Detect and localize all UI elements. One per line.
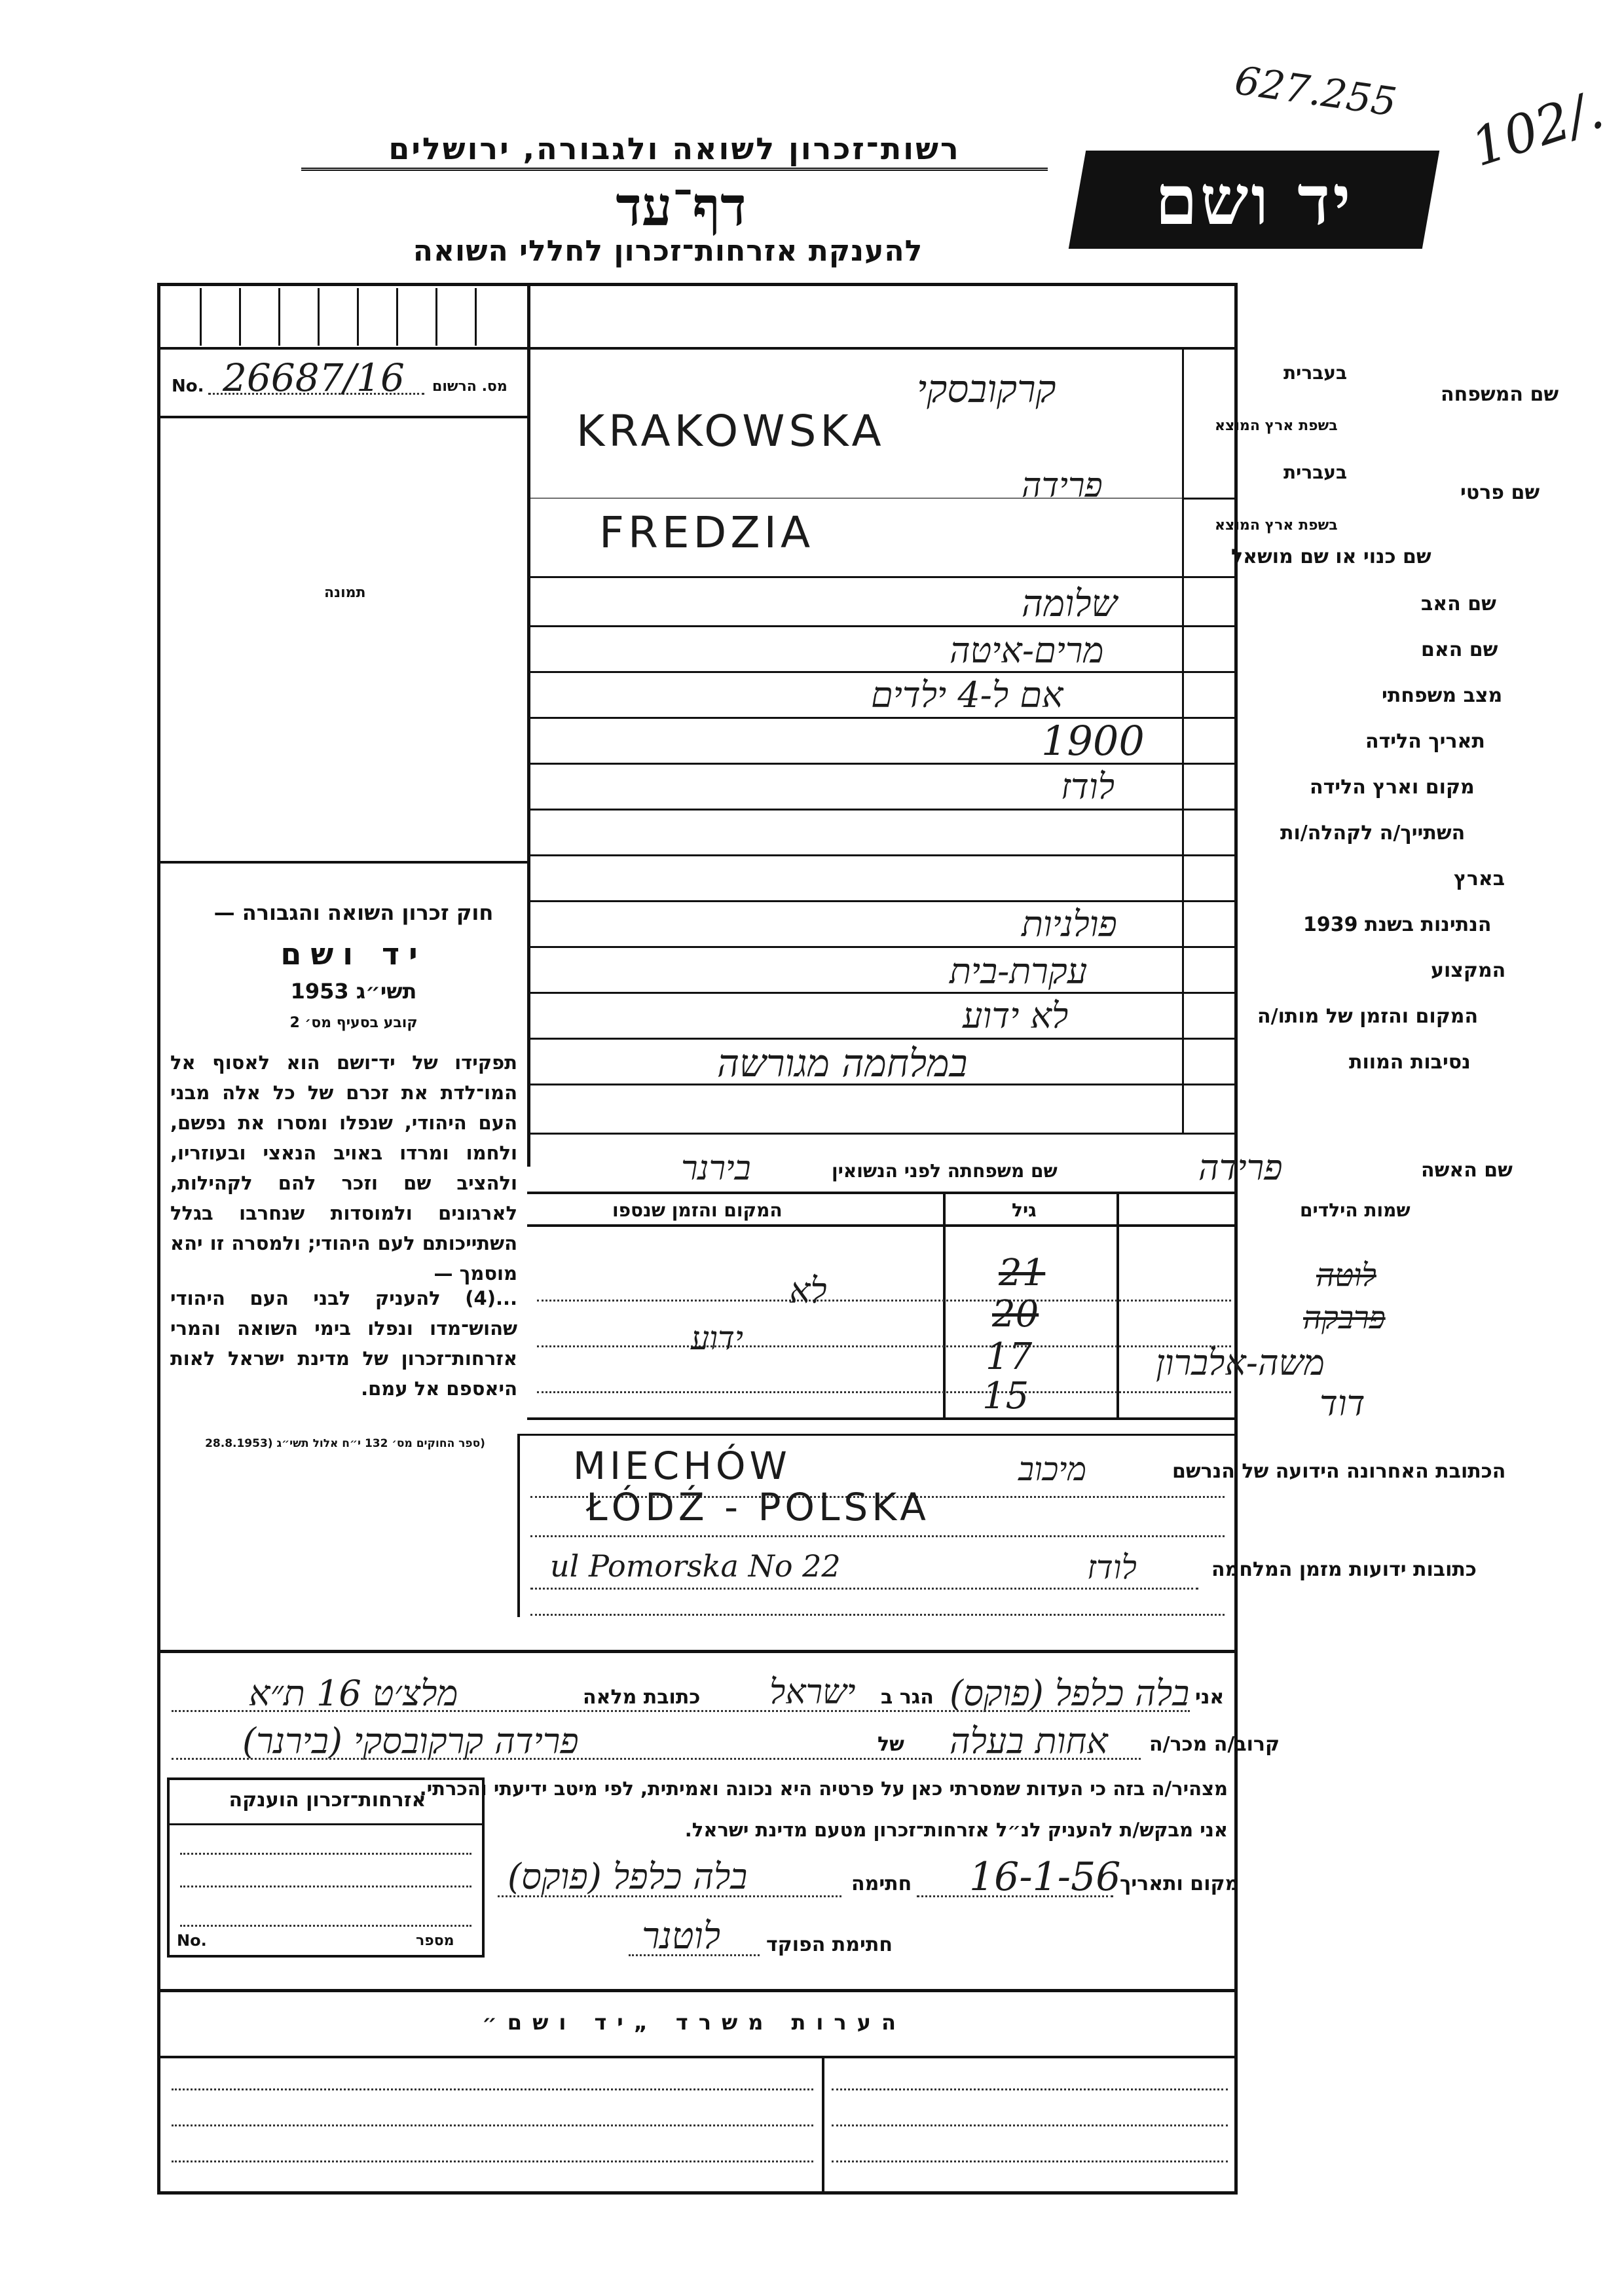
last-address-line-1: MIECHÓW — [573, 1444, 791, 1488]
citizenship-1939-value: פולניות — [1022, 903, 1117, 945]
law-title: חוק זכרון השואה והגבורה — — [213, 900, 494, 925]
family-name-label: שם המשפחה — [1441, 383, 1559, 406]
page-number-note: 102/. — [1464, 79, 1611, 179]
registration-no-label: No. — [172, 376, 204, 396]
child-age: 17 — [986, 1336, 1033, 1378]
officer-signature-label: חתימת הפוקד — [766, 1933, 893, 1956]
citizenship-1939-label: הנתינות בשנת 1939 — [1303, 913, 1492, 936]
signature-label: חתימה — [851, 1872, 912, 1895]
first-name-label: שם פרטי — [1460, 481, 1540, 504]
father-value: שלומה — [1022, 583, 1118, 625]
death-circumstances-value: במלחמה מגורשה — [717, 1041, 968, 1085]
child-place: לא — [789, 1270, 827, 1311]
last-address-hebrew-value: מיכוב — [1018, 1450, 1087, 1488]
law-year: תשי״ג 1953 — [290, 979, 417, 1004]
full-address-label: כתובת מלאה — [583, 1686, 701, 1709]
signature-value: בלה כלפל (פוקס) — [507, 1856, 748, 1897]
child-age: 15 — [982, 1375, 1029, 1417]
profession-value: עקרת-בית — [950, 951, 1088, 992]
logo-text: יד ושם — [1154, 159, 1354, 240]
profession-label: המקצוע — [1431, 959, 1506, 982]
child-name: דוד — [1320, 1383, 1365, 1424]
family-name-hebrew-label: בעברית — [1283, 362, 1348, 384]
first-name-hebrew-label: בעברית — [1283, 462, 1348, 483]
birth-place-value: לודז — [1061, 766, 1115, 807]
first-name-hebrew-value: פרידה — [1022, 466, 1103, 505]
place-date-label: מקום ותאריך — [1120, 1872, 1240, 1895]
law-clause: קובע בסעיף מס׳ 2 — [289, 1015, 418, 1031]
relative-label: קרוב/ה מכר/ה — [1149, 1733, 1280, 1756]
place-date-value: 16-1-56 — [969, 1854, 1121, 1900]
office-notes-title: הערות משרד „יד ושם״ — [482, 2010, 906, 2035]
law-citation: (ספר החוקים מס׳ 132 י״ח אלול תשי״ג (28.8.1953 — [205, 1437, 485, 1450]
child-name: לוטה — [1316, 1257, 1376, 1294]
war-address-hebrew-value: לודז — [1087, 1548, 1137, 1586]
officer-signature-value: לוטנר — [642, 1915, 721, 1958]
full-address-value: מלצ׳ט 16 ת״א — [249, 1673, 458, 1714]
marital-status-label: מצב משפחתי — [1382, 684, 1503, 707]
citizenship-box-number-label: מספר — [416, 1933, 454, 1949]
resides-label: הגר ב — [881, 1686, 934, 1709]
relation-value: אחות בעלה — [950, 1721, 1108, 1762]
relation-of-value: פרידה קרקובסקי (בירנר) — [242, 1721, 579, 1762]
archive-number-note: 627.255 — [1232, 58, 1399, 126]
child-age: 21 — [999, 1252, 1046, 1294]
declarant-name: בלה כלפל (פוקס) — [950, 1673, 1190, 1714]
form-title: דף־עד — [616, 175, 747, 238]
country-label: בארץ — [1454, 867, 1505, 890]
registration-label: מס. הרשום — [432, 378, 507, 395]
yad-vashem-logo — [1069, 151, 1439, 249]
war-address-latin-value: ul Pomorska No 22 — [550, 1548, 841, 1584]
death-place-time-value: לא ידוע — [963, 995, 1069, 1036]
family-name-hebrew-value: קרקובסקי — [917, 367, 1056, 411]
of-label: של — [877, 1733, 904, 1756]
maiden-name-label: שם משפחתה לפני הנשואין — [832, 1160, 1058, 1182]
declaration-ani: אני — [1195, 1686, 1225, 1709]
statement-1: מצהיר/ה בזה כי העדות שמסרתי כאן על פרטיה היא נכונה ואמיתית, לפי מיטב ידיעתי והכרתי. — [419, 1777, 1228, 1800]
last-address-label: הכתובת האחרונה הידועה של הנרשם — [1172, 1460, 1506, 1483]
child-place: ידוע — [691, 1319, 744, 1357]
death-place-time-label: המקום והזמן של מותו/ה — [1257, 1005, 1479, 1028]
death-circumstances-label: נסיבות המוות — [1349, 1051, 1471, 1074]
child-name: משה-אלברון — [1156, 1342, 1325, 1383]
nickname-label: שם כנוי או שם מושאל — [1231, 545, 1431, 568]
children-age-header: גיל — [1012, 1199, 1037, 1221]
birth-date-value: 1900 — [1041, 717, 1145, 765]
maiden-name-value: בירנר — [681, 1149, 751, 1188]
children-place-time-header: המקום והזמן שנספו — [612, 1199, 783, 1221]
law-name: יד ושם — [280, 936, 427, 972]
spouse-value: פרידה — [1198, 1147, 1283, 1188]
registration-number: 26687/16 — [223, 355, 405, 400]
last-address-line-2: ŁÓDŹ - POLSKA — [586, 1485, 930, 1529]
birth-date-label: תאריך הלידה — [1365, 730, 1485, 753]
authority-title: רשות־זכרון לשואה ולגבורה, ירושלים — [301, 131, 1048, 171]
law-paragraph-1: תפקידו של יד־ושם הוא לאסוף אל המו־לדת את זכרם של כל אלה מבני העם היהודי, שנפלו ומסרו את נפשם, ולחמו ומרדו באויב הנאצי ובעוזריו, ולהציב שם וזכר להם לקהילות, לארגונים ולמוסדות שנחרבו בגלל השתייכותם לעם היהודי; ולמסרה זו יהא מוסמך — — [170, 1051, 517, 1285]
family-name-native-label: בשפת ארץ המוצא — [1215, 418, 1338, 434]
statement-2: אני מבקש/ת להעניק לנ״ל אזרחות־זכרון מטעם מדינת ישראל. — [684, 1819, 1228, 1841]
family-name-native-value: KRAKOWSKA — [576, 406, 885, 456]
community-label: השתייך/ה לקהלה/ות — [1280, 822, 1466, 845]
first-name-native-label: בשפת ארץ המוצא — [1215, 517, 1338, 534]
photo-label: תמונה — [324, 585, 366, 601]
mother-value: מרים-איטה — [950, 630, 1104, 671]
spouse-label: שם האשה — [1421, 1159, 1513, 1182]
form-purpose: להענקת אזרחות־זכרון לחללי השואה — [413, 234, 923, 268]
citizenship-box-title: אזרחות־זכרון הוענקה — [229, 1789, 426, 1812]
child-name: פרבקה — [1303, 1300, 1386, 1336]
citizenship-box-no-label: No. — [177, 1931, 207, 1950]
mother-label: שם האם — [1421, 638, 1498, 661]
law-paragraph-2: ...(4) להעניק לבני העם היהודי שהוש־מדו ונפלו בימי השואה והמרי אזרחות־זכרון של מדינת ישראל לאות היאספם אל עמם. — [170, 1287, 517, 1400]
child-age: 20 — [992, 1293, 1039, 1336]
war-address-label: כתובות ידועות מזמן המלחמה — [1211, 1558, 1477, 1581]
marital-status-value: אם ל-4 ילדים — [871, 674, 1063, 716]
resides-value: ישראל — [769, 1673, 856, 1712]
children-names-header: שמות הילדים — [1300, 1199, 1411, 1221]
first-name-native-value: FREDZIA — [599, 507, 815, 558]
father-label: שם האב — [1421, 592, 1496, 615]
birth-place-label: מקום וארץ הלידה — [1310, 776, 1475, 799]
